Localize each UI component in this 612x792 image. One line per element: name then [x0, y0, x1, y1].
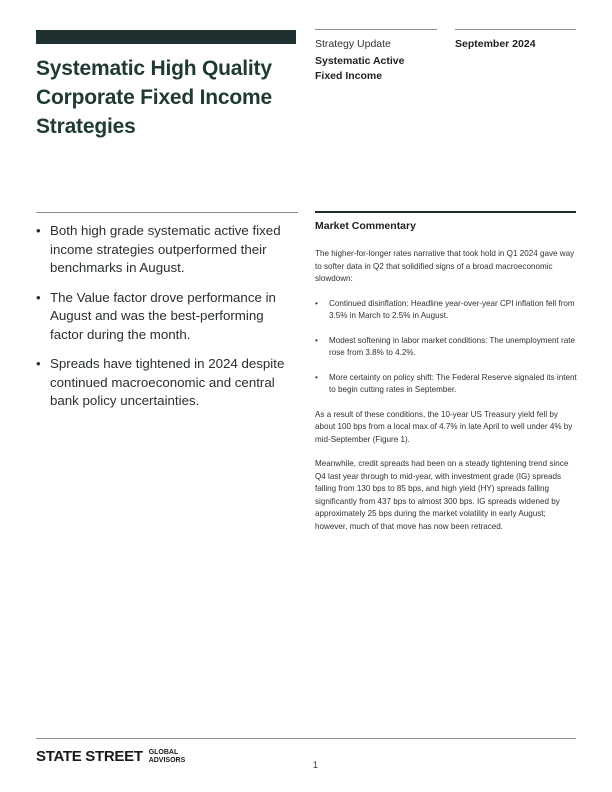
- commentary-bullet: • Continued disinflation: Headline year-over-year CPI inflation fell from 3.5% in March to 2.5% in August.: [315, 298, 577, 323]
- document-subtitle-line-1: Systematic Active: [315, 55, 405, 67]
- commentary-bullet: • More certainty on policy shift: The Federal Reserve signaled its intent to begin cutting rates in September.: [315, 372, 577, 397]
- commentary-rule: [315, 211, 576, 213]
- document-date: September 2024: [455, 38, 536, 50]
- market-commentary-heading: Market Commentary: [315, 220, 416, 232]
- document-type: Strategy Update: [315, 38, 391, 50]
- header-accent-bar: [36, 30, 296, 44]
- header-rule-left: [315, 29, 437, 30]
- document-subtitle: [315, 54, 405, 84]
- commentary-intro: The higher-for-longer rates narrative that took hold in Q1 2024 gave way to softer data in Q2 that solidified signs of a broad macroeconomic slowdown:: [315, 249, 575, 283]
- highlight-item: • Both high grade systematic active fixed income strategies outperformed their benchmarks in August.: [36, 222, 298, 278]
- key-highlights-list: [36, 222, 298, 422]
- page-number: 1: [313, 760, 319, 770]
- state-street-logo: [36, 748, 185, 765]
- logo-submark-line-2: ADVISORS: [148, 756, 186, 764]
- footer-rule: [36, 738, 576, 739]
- commentary-paragraph: As a result of these conditions, the 10-year US Treasury yield fell by about 100 bps from a local max of 4.7% in late April to well under 4% by mid-September (Figure 1).: [315, 409, 573, 444]
- highlight-item: • Spreads have tightened in 2024 despite continued macroeconomic and central bank policy uncertainties.: [36, 355, 298, 411]
- document-subtitle-line-2: Fixed Income: [315, 70, 383, 82]
- commentary-paragraph: Meanwhile, credit spreads had been on a steady tightening trend since Q4 last year through to mid-year, with investment grade (IG) spreads falling from 130 bps to 85 bps, and high yield (HY) spreads falling significantly from 437 bps to almost 300 bps. IG spreads widened by approximately 25 bps during the market volatility in early August; however, much of that move has now been retraced.: [315, 459, 569, 531]
- page-title: Systematic High Quality Corporate Fixed Income Strategies: [36, 57, 272, 138]
- market-commentary-body: [315, 248, 577, 545]
- commentary-bullet: • Modest softening in labor market conditions: The unemployment rate rose from 3.8% to 4.2%.: [315, 335, 577, 360]
- commentary-bullet-list: [315, 298, 577, 397]
- logo-wordmark: STATE STREET: [36, 748, 143, 765]
- logo-submark-line-1: GLOBAL: [148, 748, 179, 756]
- header-rule-right: [455, 29, 576, 30]
- highlights-rule: [36, 212, 298, 213]
- highlight-item: • The Value factor drove performance in August and was the best-performing factor during the month.: [36, 289, 298, 345]
- logo-submark: [149, 749, 186, 765]
